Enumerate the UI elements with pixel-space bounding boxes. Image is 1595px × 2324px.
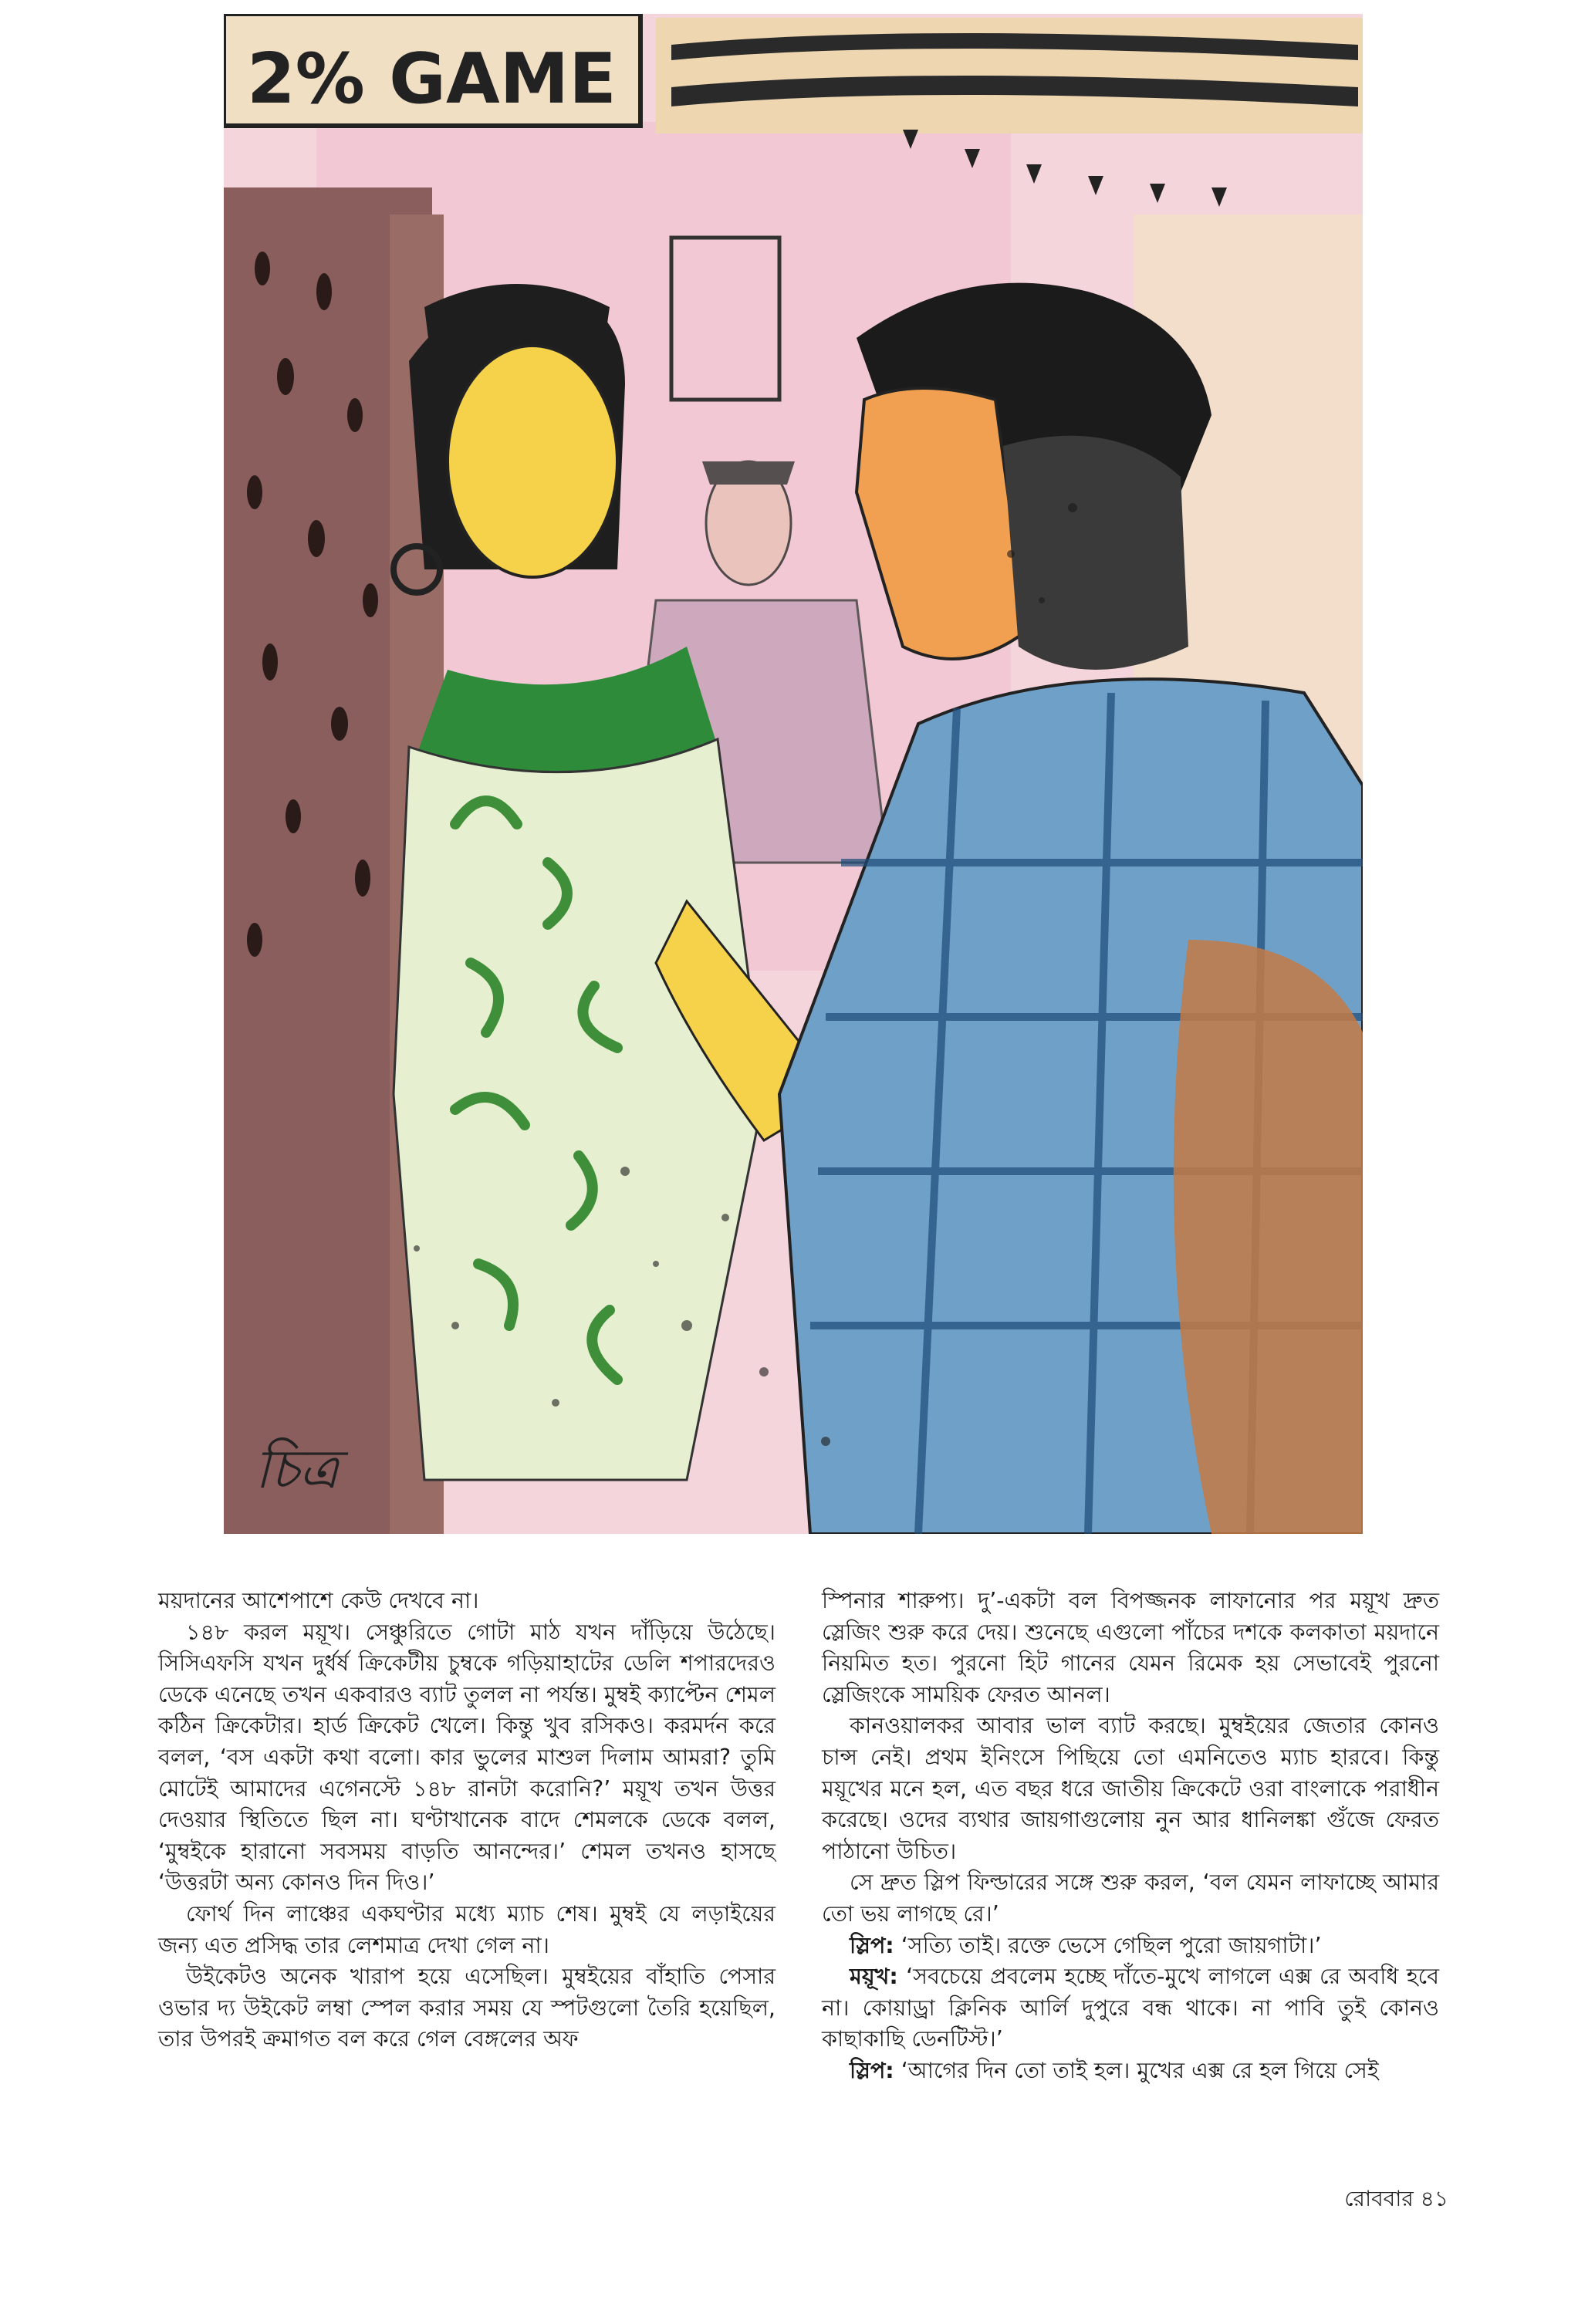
story-illustration [224,14,1363,1534]
paragraph: ১৪৮ করল ময়ূখ। সেঞ্চুরিতে গোটা মাঠ যখন দাঁড়িয়ে উঠেছে। সিসিএফসি যখন দুর্ধর্ষ ক্রিকেটীয় চুম্বকে গড়িয়াহাটের ডেলি শপারদেরও ডেকে এনেছে তখন একবারও ব্যাট তুলল না পর্যন্ত। মুম্বই ক্যাপ্টেন শেমল কঠিন ক্রিকেটার। হার্ড ক্রিকেট খেলে। কিন্তু খুব রসিকও। করমর্দন করে বলল, ‘বস একটা কথা বলো। কার ভুলের মাশুল দিলাম আমরা? তুমি মোটেই আমাদের এগেনস্টে ১৪৮ রানটা করোনি?’ ময়ূখ তখন উত্তর দেওয়ার স্থিতিতে ছিল না। ঘণ্টাখানেক বাদে শেমলকে ডেকে বলল, ‘মুম্বইকে হারানো সবসময় বাড়তি আনন্দের।’ শেমল তখনও হাসছে ‘উত্তরটা অন্য কোনও দিন দিও।’ [158,1619,776,1896]
right-column [822,1586,1439,2172]
article-body [158,1586,1439,2172]
backpack [1174,940,1363,1534]
dialog-line [822,2055,1439,2087]
speaker-name: স্লিপ: [850,1932,894,1958]
paragraph: ময়দানের আশেপাশে কেউ দেখবে না। [158,1588,479,1613]
paragraph: সে দ্রুত স্লিপ ফিল্ডারের সঙ্গে শুরু করল, ‘বল যেমন লাফাচ্ছে আমার তো ভয় লাগছে রে।’ [822,1870,1439,1927]
dialog-text: ‘সবচেয়ে প্রবলেম হচ্ছে দাঁতে-মুখে লাগলে এক্স রে অবধি হবে না। কোয়াড্রা ক্লিনিক আর্লি দুপুরে বন্ধ থাকে। না পাবি তুই কোনও কাছাকাছি ডেনটিস্ট।’ [822,1964,1439,2052]
speaker-name: স্লিপ: [850,2057,894,2083]
dialog-text: ‘আগের দিন তো তাই হল। মুখের এক্স রে হল গিয়ে সেই [894,2057,1379,2083]
dialog-text: ‘সত্যি তাই। রক্তে ভেসে গেছিল পুরো জায়গাটা।’ [894,1932,1322,1958]
paragraph: স্পিনার শারুপ্য। দু’-একটা বল বিপজ্জনক লাফানোর পর ময়ূখ দ্রুত স্লেজিং শুরু করে দেয়। শুনেছে এগুলো পাঁচের দশকে কলকাতা ময়দানে নিয়মিত হত। পুরনো হিট গানের যেমন রিমেক হয় সেভাবেই পুরনো স্লেজিংকে সাময়িক ফেরত আনল। [822,1588,1439,1708]
left-column [158,1586,776,2172]
page-footer: রোববার ৪১ [1344,2186,1448,2211]
speaker-name: ময়ূখ: [850,1964,898,1990]
dialog-line [822,1961,1439,2055]
artist-signature: চিত্র [255,1437,340,1501]
paragraph: কানওয়ালকর আবার ভাল ব্যাট করছে। মুম্বইয়ের জেতার কোনও চান্স নেই। প্রথম ইনিংসে পিছিয়ে তো এমনিতেও ম্যাচ হারবে। কিন্তু ময়ূখের মনে হল, এত বছর ধরে জাতীয় ক্রিকেটে ওরা বাংলাকে পরাধীন করেছে। ওদের ব্যথার জায়গাগুলোয় নুন আর ধানিলঙ্কা গুঁজে ফেরত পাঠানো উচিত। [822,1713,1439,1864]
dialog-line [822,1930,1439,1962]
game-sign-text: 2% GAME [247,39,617,120]
paragraph: উইকেটও অনেক খারাপ হয়ে এসেছিল। মুম্বইয়ের বাঁহাতি পেসার ওভার দ্য উইকেট লম্বা স্পেল করার সময় যে স্পটগুলো তৈরি হয়েছিল, তার উপরই ক্রমাগত বল করে গেল বেঙ্গলের অফ [158,1964,776,2052]
paragraph: ফোর্থ দিন লাঞ্চের একঘণ্টার মধ্যে ম্যাচ শেষ। মুম্বই যে লড়াইয়ের জন্য এত প্রসিদ্ধ তার লেশমাত্র দেখা গেল না। [158,1900,776,1958]
